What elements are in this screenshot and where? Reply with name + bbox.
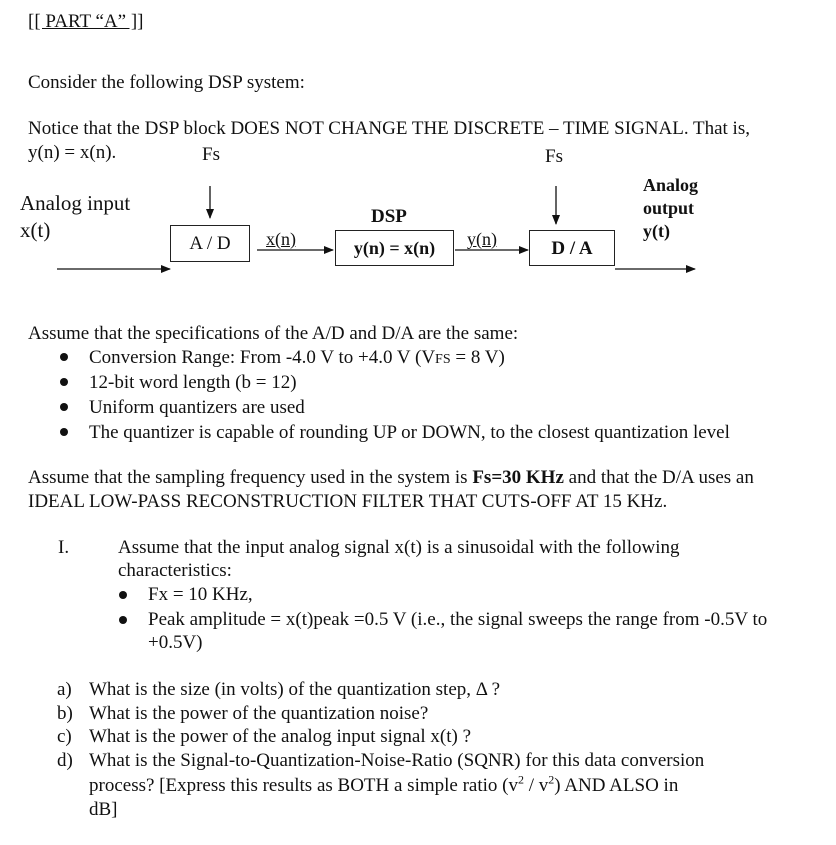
bullet-dot <box>119 591 127 599</box>
dsp-title: DSP <box>371 206 407 227</box>
question-d-label: d) <box>57 750 73 771</box>
notice-line-2: y(n) = x(n). <box>28 142 117 163</box>
bullet-dot <box>60 378 68 386</box>
question-a-text: What is the size (in volts) of the quantization step, Δ ? <box>89 679 501 700</box>
spec-conversion-range: Conversion Range: From -4.0 V to +4.0 V (VFS = 8 V) <box>89 347 505 368</box>
bullet-dot <box>60 353 68 361</box>
ad-label: A / D <box>189 233 231 254</box>
spec-uniform-quantizers: Uniform quantizers are used <box>89 397 305 418</box>
analog-input-signal: x(t) <box>20 218 51 242</box>
question-a-label: a) <box>57 679 72 700</box>
sampling-line-2: IDEAL LOW-PASS RECONSTRUCTION FILTER THAT CUTS-OFF AT 15 KHz. <box>28 491 668 512</box>
question-c-text: What is the power of the analog input signal x(t) ? <box>89 726 472 747</box>
part1-peak-line-1: Peak amplitude = x(t)peak =0.5 V (i.e., the signal sweeps the range from -0.5V to <box>148 609 768 630</box>
spec-rounding: The quantizer is capable of rounding UP or DOWN, to the closest quantization level <box>89 422 730 443</box>
da-label: D / A <box>551 238 593 259</box>
bullet-dot <box>60 403 68 411</box>
question-c-label: c) <box>57 726 72 747</box>
analog-input-label: Analog input <box>20 191 131 215</box>
bullet-dot <box>60 428 68 436</box>
question-d-line-2: process? [Express this results as BOTH a simple ratio $(v^2 / v^2)$ AND ALSO in <box>89 772 679 796</box>
part1-fx: Fx = 10 KHz, <box>148 584 253 605</box>
question-b-text: What is the power of the quantization noise? <box>89 703 429 724</box>
notice-line-1: Notice that the DSP block DOES NOT CHANGE THE DISCRETE – TIME SIGNAL. That is, <box>28 118 750 139</box>
part-numeral: I. <box>58 537 70 558</box>
part-heading: [[ PART “A” ]] <box>28 11 144 32</box>
analog-output-line-2: output <box>643 198 695 218</box>
da-converter-block <box>529 230 615 266</box>
fs-right-label: Fs <box>545 146 563 167</box>
intro-consider: Consider the following DSP system: <box>28 72 305 93</box>
analog-output-signal: y(t) <box>643 221 670 241</box>
dsp-equation: y(n) = x(n) <box>353 238 436 258</box>
part1-line-1: Assume that the input analog signal x(t) is a sinusoidal with the following <box>118 537 680 558</box>
spec-word-length: 12-bit word length (b = 12) <box>89 372 297 393</box>
specs-intro: Assume that the specifications of the A/D and D/A are the same: <box>28 323 519 344</box>
analog-output-line-1: Analog <box>643 175 699 195</box>
question-b-label: b) <box>57 703 73 724</box>
bullet-dot <box>119 616 127 624</box>
dsp-block <box>335 230 454 266</box>
part1-line-2: characteristics: <box>118 560 232 581</box>
fs-left-label: Fs <box>202 144 220 165</box>
sampling-line-1: Assume that the sampling frequency used in the system is Fs=30 KHz and that the D/A uses an <box>28 467 754 488</box>
ad-converter-block <box>170 225 250 262</box>
part1-peak-line-2: +0.5V) <box>148 632 203 653</box>
question-d-line-3: dB] <box>89 799 118 820</box>
question-d-line-1: What is the Signal-to-Quantization-Noise-Ratio (SQNR) for this data conversion <box>89 750 705 771</box>
xn-label: x(n) <box>266 229 296 249</box>
yn-label: y(n) <box>467 229 497 249</box>
